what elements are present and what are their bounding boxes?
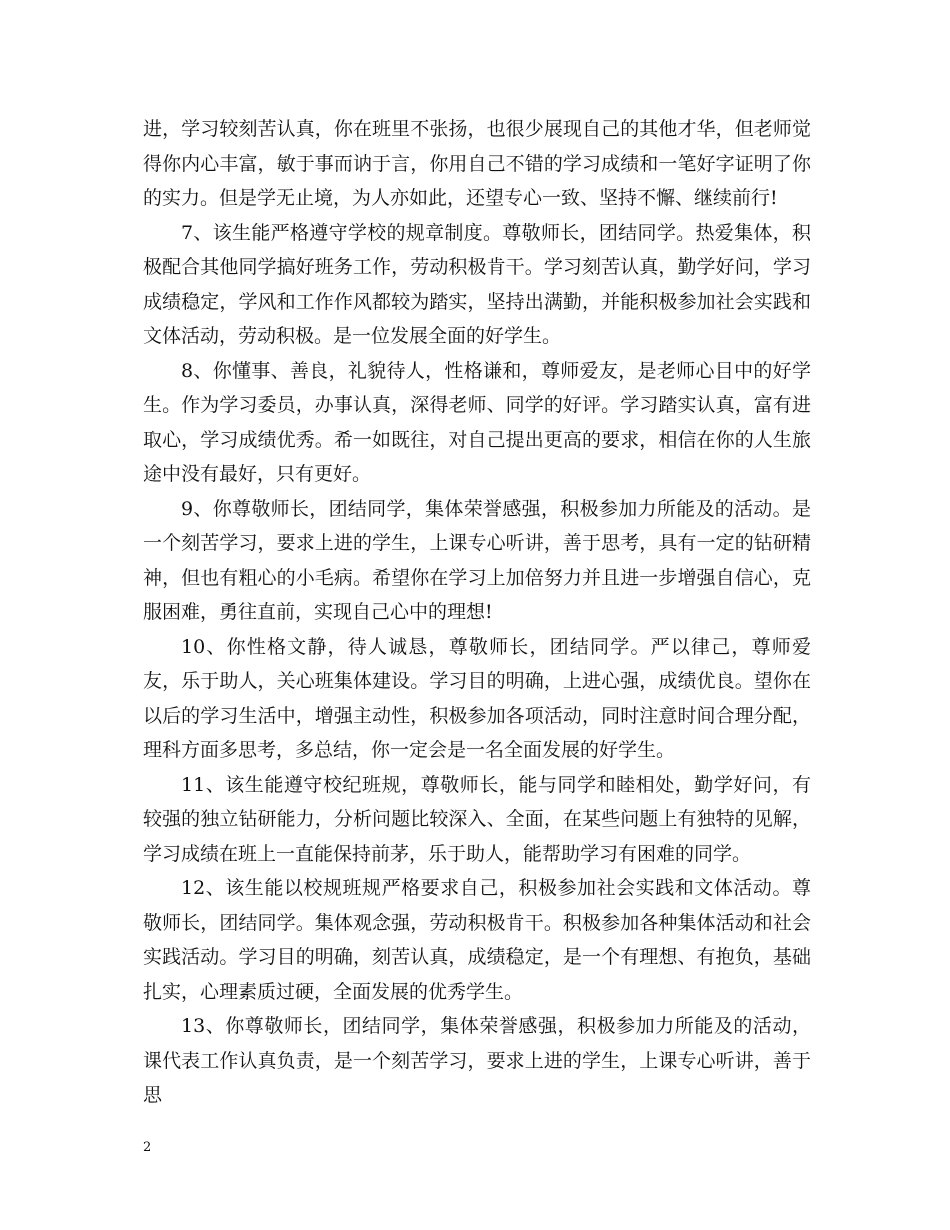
paragraph-comment-13: 13、你尊敬师长，团结同学，集体荣誉感强，积极参加力所能及的活动，课代表工作认真负责，是一个刻苦学习，要求上进的学生，上课专心听讲，善于思 xyxy=(143,1015,811,1106)
paragraph-comment-10: 10、你性格文静，待人诚恳，尊敬师长，团结同学。严以律己，尊师爱友，乐于助人，关心班集体建设。学习目的明确，上进心强，成绩优良。望你在以后的学习生活中，增强主动性，积极参加各项活动，同时注意时间合理分配，理科方面多思考，多总结，你一定会是一名全面发展的好学生。 xyxy=(143,635,811,761)
paragraph-comment-9: 9、你尊敬师长，团结同学，集体荣誉感强，积极参加力所能及的活动。是一个刻苦学习，要求上进的学生，上课专心听讲，善于思考，具有一定的钻研精神，但也有粗心的小毛病。希望你在学习上加倍努力并且进一步增强自信心，克服困难，勇往直前，实现自己心中的理想! xyxy=(143,497,811,623)
paragraph-comment-7: 7、该生能严格遵守学校的规章制度。尊敬师长，团结同学。热爱集体，积极配合其他同学搞好班务工作，劳动积极肯干。学习刻苦认真，勤学好问，学习成绩稳定，学风和工作作风都较为踏实，坚持出满勤，并能积极参加社会实践和文体活动，劳动积极。是一位发展全面的好学生。 xyxy=(143,221,811,347)
paragraph-comment-8: 8、你懂事、善良，礼貌待人，性格谦和，尊师爱友，是老师心目中的好学生。作为学习委员，办事认真，深得老师、同学的好评。学习踏实认真，富有进取心，学习成绩优秀。希一如既往，对自己提出更高的要求，相信在你的人生旅途中没有最好，只有更好。 xyxy=(143,359,811,485)
paragraph-comment-12: 12、该生能以校规班规严格要求自己，积极参加社会实践和文体活动。尊敬师长，团结同学。集体观念强，劳动积极肯干。积极参加各种集体活动和社会实践活动。学习目的明确，刻苦认真，成绩稳定，是一个有理想、有抱负，基础扎实，心理素质过硬，全面发展的优秀学生。 xyxy=(143,877,811,1003)
page-number: 2 xyxy=(143,1140,152,1155)
paragraph-continuation: 进，学习较刻苦认真，你在班里不张扬，也很少展现自己的其他才华，但老师觉得你内心丰富，敏于事而讷于言，你用自己不错的学习成绩和一笔好字证明了你的实力。但是学无止境，为人亦如此，还望专心一致、坚持不懈、继续前行! xyxy=(143,118,811,209)
document-body xyxy=(143,112,811,1113)
paragraph-comment-11: 11、该生能遵守校纪班规，尊敬师长，能与同学和睦相处，勤学好问，有较强的独立钻研能力，分析问题比较深入、全面，在某些问题上有独特的见解，学习成绩在班上一直能保持前茅，乐于助人，能帮助学习有困难的同学。 xyxy=(143,773,811,865)
